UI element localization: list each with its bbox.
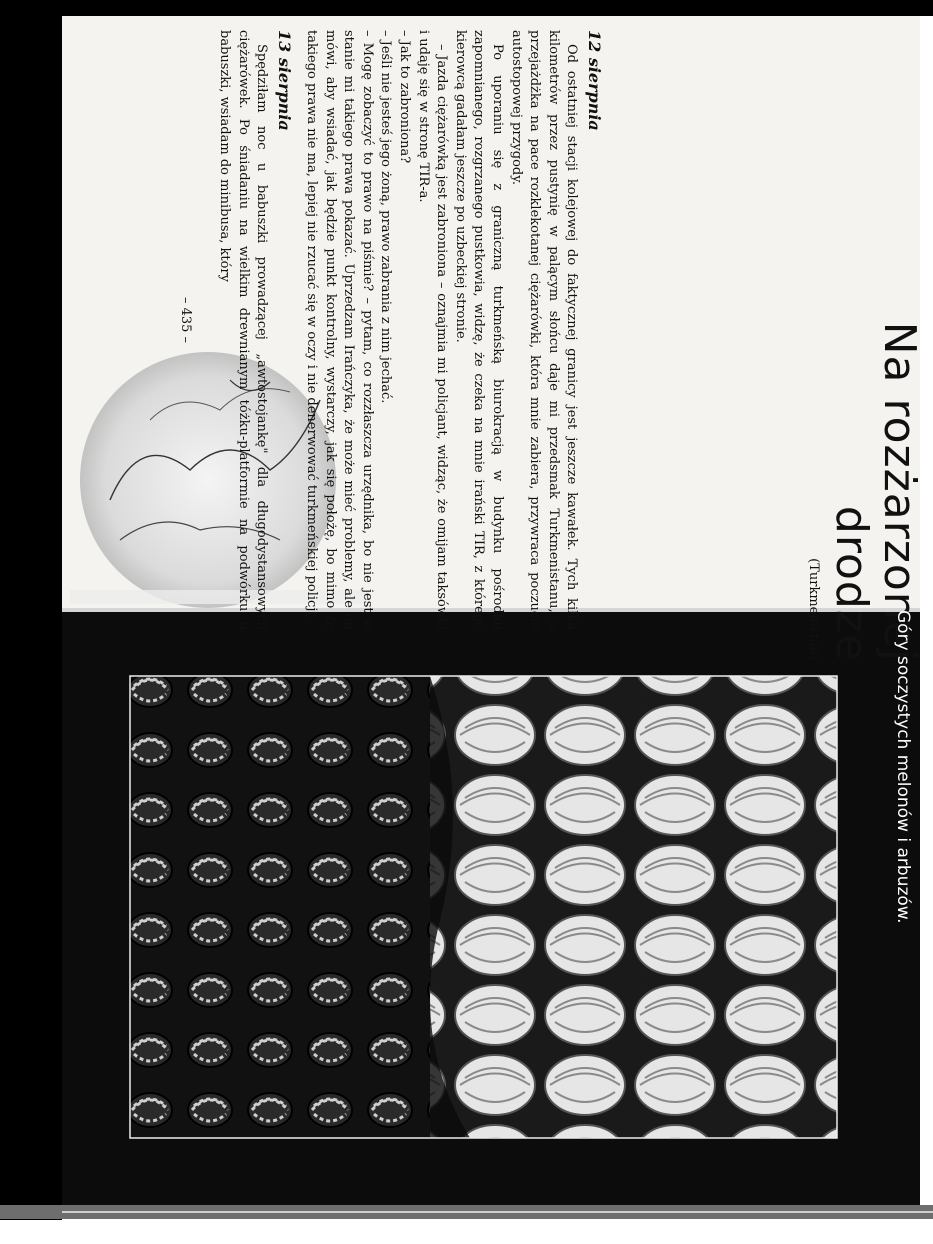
dialogue-line: – Jak to zabroniona? xyxy=(397,30,413,164)
rotated-book-page xyxy=(70,10,933,1194)
chapter-title-line-1: Na rozżarzonej xyxy=(874,321,925,662)
paragraph: – Jazda ciężarówką jest zabroniona – oznajmia mi policjant, widząc, że omijam taksówki i udaję się w stronę TIR-a. xyxy=(415,30,450,630)
scanner-edge-left xyxy=(0,0,62,1220)
chapter-title-line-2: drodze xyxy=(826,505,877,662)
paragraph: Spędziłam noc u babuszki prowadzącej „awtostojankę" dla długodystansowych ciężarówek. Po śniadaniu na wielkim drewnianym tóżku-platformie na podwórku u babuszki, wsiadam do minibusa, który xyxy=(217,30,270,630)
diary-entry-13-august xyxy=(215,30,293,630)
photo-caption: Góry soczystych melonów i arbuzów. xyxy=(893,610,913,924)
entry-heading: 12 sierpnia xyxy=(585,30,604,131)
chapter-title xyxy=(827,42,923,662)
paragraph: Od ostatniej stacji kolejowej do faktycznej granicy jest jeszcze kawałek. Tych kilka kilometrów przez pustynię w palącym słońcu daje mi przedsmak Turkmenistanu, a przejażdżka na pace rozklekotanej ciężarówki, która mnie zabiera, przywraca poczucie autostopowej przygody. xyxy=(508,30,580,630)
dialogue-line: – Mogę zobaczyć to prawo na piśmie? – pytam, co rozzłaszcza urzędnika, bo nie jest w stanie mi takiego prawa pokazać. Uprzedzam Irańczyka, że może mieć problemy, ale on mówi, aby wsiadać, jak będzie punkt kontrolny, wystarczy, jak się położę, bo mimo że takiego prawa nie ma, lepiej nie rzucać się w oczy i nie denerwować turkmeńskiej policji. xyxy=(304,30,375,630)
paragraph: Po uporaniu się z graniczną turkmeńską biurokracją w budynku pośrodku zapomnianego, rozgrzanego pustkowia, widzę, że czeka na mnie irański TIR, z którego kierowcą gadałam jeszcze po uzbeckiej stronie. xyxy=(452,30,506,630)
entry-heading: 13 sierpnia xyxy=(275,30,294,131)
chapter-subtitle: (Turkmenistan) xyxy=(806,558,821,660)
page-number: – 435 – xyxy=(178,296,193,344)
diary-entry-12-august xyxy=(302,30,604,630)
dialogue-line: – Jeśli nie jesteś jego żoną, prawo zabrania z nim jechać. xyxy=(378,30,394,404)
